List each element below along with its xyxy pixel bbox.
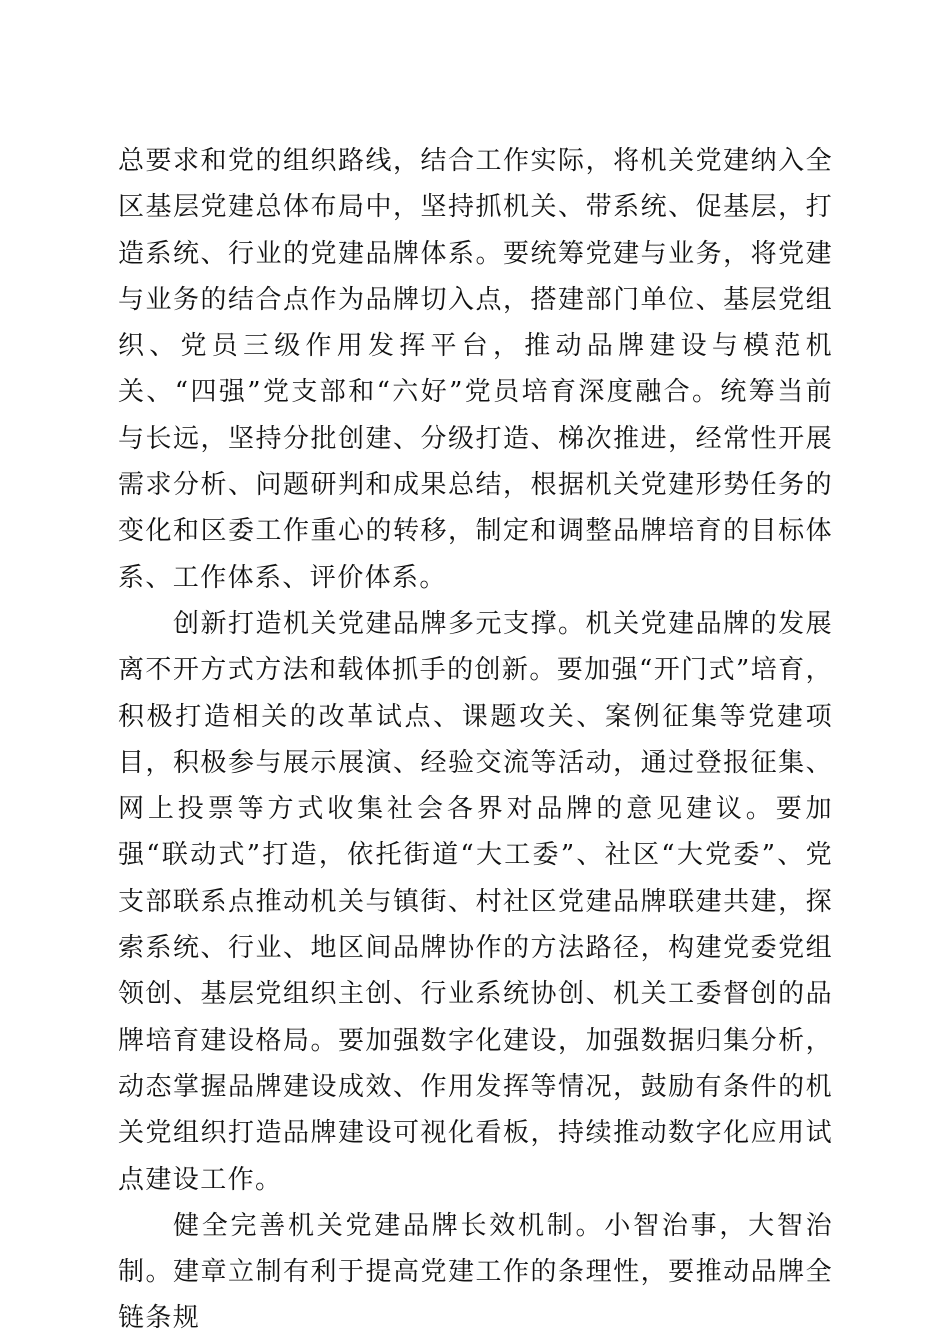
paragraph-brand-innovation: 创新打造机关党建品牌多元支撑。机关党建品牌的发展离不开方式方法和载体抓手的创新。要加强“开门式”培育，积极打造相关的改革试点、课题攻关、案例征集等党建项目，积极参与展示展演、经验交流等活动，通过登报征集、网上投票等方式收集社会各界对品牌的意见建议。要加强“联动式”打造，依托街道“大工委”、社区“大党委”、党支部联系点推动机关与镇街、村社区党建品牌联建共建，探索系统、行业、地区间品牌协作的方法路径，构建党委党组领创、基层党组织主创、行业系统协创、机关工委督创的品牌培育建设格局。要加强数字化建设，加强数据归集分析，动态掌握品牌建设成效、作用发挥等情况，鼓励有条件的机关党组织打造品牌建设可视化看板，持续推动数字化应用试点建设工作。 <box>118 608 833 1195</box>
paragraph-long-term-mechanism: 健全完善机关党建品牌长效机制。小智治事，大智治制。建章立制有利于提高党建工作的条理性，要推动品牌全链条规 <box>118 1210 833 1334</box>
body-text <box>118 138 833 1342</box>
paragraph-continuation: 总要求和党的组织路线，结合工作实际，将机关党建纳入全区基层党建总体布局中，坚持抓机关、带系统、促基层，打造系统、行业的党建品牌体系。要统筹党建与业务，将党建与业务的结合点作为品牌切入点，搭建部门单位、基层党组织、党员三级作用发挥平台，推动品牌建设与模范机关、“四强”党支部和“六好”党员培育深度融合。统筹当前与长远，坚持分批创建、分级打造、梯次推进，经常性开展需求分析、问题研判和成果总结，根据机关党建形势任务的变化和区委工作重心的转移，制定和调整品牌培育的目标体系、工作体系、评价体系。 <box>118 146 833 593</box>
